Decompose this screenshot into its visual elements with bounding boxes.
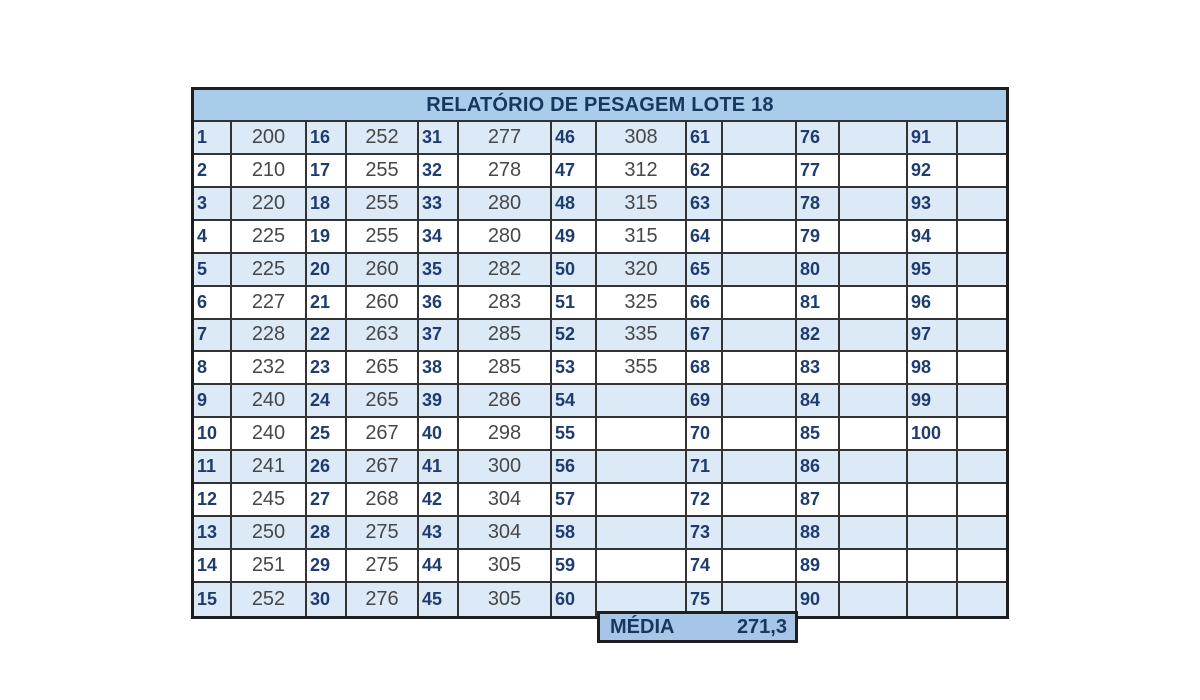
number-cell[interactable]: 83 bbox=[797, 352, 840, 385]
weighing-report-table bbox=[191, 87, 1009, 619]
weight-cell[interactable] bbox=[840, 221, 908, 254]
weight-cell[interactable]: 252 bbox=[347, 122, 419, 155]
number-cell[interactable]: 41 bbox=[419, 451, 459, 484]
number-cell[interactable]: 17 bbox=[307, 155, 347, 188]
weight-cell[interactable]: 283 bbox=[459, 287, 552, 320]
weight-cell[interactable]: 325 bbox=[597, 287, 687, 320]
number-cell[interactable]: 87 bbox=[797, 484, 840, 517]
report-title: RELATÓRIO DE PESAGEM LOTE 18 bbox=[194, 90, 1006, 122]
weight-cell[interactable] bbox=[958, 418, 1006, 451]
weight-cell[interactable]: 305 bbox=[459, 583, 552, 616]
weight-cell[interactable]: 260 bbox=[347, 254, 419, 287]
weight-cell[interactable]: 260 bbox=[347, 287, 419, 320]
weight-cell[interactable]: 255 bbox=[347, 221, 419, 254]
number-cell[interactable]: 40 bbox=[419, 418, 459, 451]
number-cell[interactable]: 84 bbox=[797, 385, 840, 418]
weight-cell[interactable] bbox=[958, 517, 1006, 550]
number-cell[interactable]: 66 bbox=[687, 287, 723, 320]
weight-cell[interactable] bbox=[597, 517, 687, 550]
weight-cell[interactable]: 335 bbox=[597, 320, 687, 353]
average-label: MÉDIA bbox=[610, 615, 675, 638]
weight-cell[interactable] bbox=[840, 352, 908, 385]
number-cell[interactable]: 74 bbox=[687, 550, 723, 583]
number-cell[interactable]: 9 bbox=[194, 385, 232, 418]
number-cell[interactable]: 80 bbox=[797, 254, 840, 287]
number-cell[interactable]: 68 bbox=[687, 352, 723, 385]
weight-cell[interactable]: 305 bbox=[459, 550, 552, 583]
number-cell[interactable]: 23 bbox=[307, 352, 347, 385]
number-cell[interactable] bbox=[908, 583, 958, 616]
number-cell[interactable]: 19 bbox=[307, 221, 347, 254]
number-cell[interactable]: 16 bbox=[307, 122, 347, 155]
number-cell[interactable]: 35 bbox=[419, 254, 459, 287]
weight-cell[interactable] bbox=[958, 122, 1006, 155]
number-cell[interactable]: 77 bbox=[797, 155, 840, 188]
weight-cell[interactable] bbox=[840, 418, 908, 451]
weight-cell[interactable]: 267 bbox=[347, 418, 419, 451]
weight-cell[interactable]: 280 bbox=[459, 221, 552, 254]
number-cell[interactable]: 20 bbox=[307, 254, 347, 287]
number-cell[interactable]: 94 bbox=[908, 221, 958, 254]
weight-cell[interactable]: 278 bbox=[459, 155, 552, 188]
number-cell[interactable]: 44 bbox=[419, 550, 459, 583]
weight-cell[interactable]: 315 bbox=[597, 221, 687, 254]
number-cell[interactable]: 48 bbox=[552, 188, 597, 221]
weight-cell[interactable]: 228 bbox=[232, 320, 307, 353]
number-cell[interactable]: 85 bbox=[797, 418, 840, 451]
weight-cell[interactable]: 255 bbox=[347, 188, 419, 221]
number-cell[interactable]: 24 bbox=[307, 385, 347, 418]
number-cell[interactable]: 97 bbox=[908, 320, 958, 353]
weight-cell[interactable] bbox=[840, 517, 908, 550]
number-cell[interactable]: 10 bbox=[194, 418, 232, 451]
weight-cell[interactable]: 263 bbox=[347, 320, 419, 353]
weight-cell[interactable] bbox=[723, 155, 797, 188]
weight-cell[interactable]: 275 bbox=[347, 550, 419, 583]
weight-cell[interactable]: 267 bbox=[347, 451, 419, 484]
weight-cell[interactable]: 240 bbox=[232, 418, 307, 451]
weight-cell[interactable] bbox=[597, 451, 687, 484]
number-cell[interactable]: 86 bbox=[797, 451, 840, 484]
number-cell[interactable]: 34 bbox=[419, 221, 459, 254]
weight-cell[interactable] bbox=[958, 188, 1006, 221]
number-cell[interactable]: 63 bbox=[687, 188, 723, 221]
weight-cell[interactable]: 285 bbox=[459, 320, 552, 353]
number-cell[interactable]: 30 bbox=[307, 583, 347, 616]
weight-cell[interactable] bbox=[958, 254, 1006, 287]
weight-cell[interactable] bbox=[840, 320, 908, 353]
number-cell[interactable]: 58 bbox=[552, 517, 597, 550]
weight-cell[interactable]: 265 bbox=[347, 352, 419, 385]
weight-cell[interactable]: 250 bbox=[232, 517, 307, 550]
number-cell[interactable]: 38 bbox=[419, 352, 459, 385]
weight-cell[interactable]: 304 bbox=[459, 517, 552, 550]
number-cell[interactable]: 3 bbox=[194, 188, 232, 221]
number-cell[interactable]: 15 bbox=[194, 583, 232, 616]
number-cell[interactable]: 69 bbox=[687, 385, 723, 418]
number-cell[interactable]: 39 bbox=[419, 385, 459, 418]
weight-cell[interactable]: 298 bbox=[459, 418, 552, 451]
weight-cell[interactable]: 300 bbox=[459, 451, 552, 484]
weight-cell[interactable] bbox=[958, 352, 1006, 385]
weight-cell[interactable] bbox=[958, 287, 1006, 320]
weight-cell[interactable]: 232 bbox=[232, 352, 307, 385]
number-cell[interactable]: 78 bbox=[797, 188, 840, 221]
weight-cell[interactable] bbox=[723, 517, 797, 550]
weight-cell[interactable] bbox=[840, 550, 908, 583]
weight-cell[interactable] bbox=[958, 583, 1006, 616]
weight-cell[interactable]: 312 bbox=[597, 155, 687, 188]
number-cell[interactable]: 25 bbox=[307, 418, 347, 451]
number-cell[interactable]: 67 bbox=[687, 320, 723, 353]
weight-cell[interactable] bbox=[597, 484, 687, 517]
weight-cell[interactable]: 252 bbox=[232, 583, 307, 616]
weight-cell[interactable] bbox=[723, 484, 797, 517]
number-cell[interactable]: 70 bbox=[687, 418, 723, 451]
number-cell[interactable]: 32 bbox=[419, 155, 459, 188]
number-cell[interactable]: 56 bbox=[552, 451, 597, 484]
weight-cell[interactable] bbox=[958, 320, 1006, 353]
number-cell[interactable]: 54 bbox=[552, 385, 597, 418]
weight-cell[interactable]: 245 bbox=[232, 484, 307, 517]
weight-cell[interactable] bbox=[840, 122, 908, 155]
weight-cell[interactable] bbox=[723, 287, 797, 320]
number-cell[interactable]: 53 bbox=[552, 352, 597, 385]
weight-cell[interactable]: 308 bbox=[597, 122, 687, 155]
number-cell[interactable]: 42 bbox=[419, 484, 459, 517]
number-cell[interactable]: 90 bbox=[797, 583, 840, 616]
number-cell[interactable]: 71 bbox=[687, 451, 723, 484]
weight-cell[interactable]: 276 bbox=[347, 583, 419, 616]
weight-cell[interactable]: 282 bbox=[459, 254, 552, 287]
number-cell[interactable]: 14 bbox=[194, 550, 232, 583]
number-cell[interactable]: 76 bbox=[797, 122, 840, 155]
number-cell[interactable]: 4 bbox=[194, 221, 232, 254]
number-cell[interactable]: 11 bbox=[194, 451, 232, 484]
weight-cell[interactable]: 285 bbox=[459, 352, 552, 385]
number-cell[interactable]: 51 bbox=[552, 287, 597, 320]
weight-cell[interactable] bbox=[840, 188, 908, 221]
weight-cell[interactable]: 251 bbox=[232, 550, 307, 583]
number-cell[interactable]: 46 bbox=[552, 122, 597, 155]
number-cell[interactable] bbox=[908, 550, 958, 583]
weight-cell[interactable] bbox=[597, 418, 687, 451]
weight-cell[interactable]: 241 bbox=[232, 451, 307, 484]
weight-cell[interactable] bbox=[723, 188, 797, 221]
number-cell[interactable]: 22 bbox=[307, 320, 347, 353]
number-cell[interactable]: 96 bbox=[908, 287, 958, 320]
number-cell[interactable]: 59 bbox=[552, 550, 597, 583]
weight-cell[interactable]: 225 bbox=[232, 221, 307, 254]
weight-cell[interactable]: 225 bbox=[232, 254, 307, 287]
number-cell[interactable]: 26 bbox=[307, 451, 347, 484]
number-cell[interactable]: 89 bbox=[797, 550, 840, 583]
number-cell[interactable]: 91 bbox=[908, 122, 958, 155]
weight-cell[interactable] bbox=[597, 385, 687, 418]
weights-grid bbox=[194, 122, 1006, 616]
weight-cell[interactable] bbox=[723, 320, 797, 353]
number-cell[interactable]: 62 bbox=[687, 155, 723, 188]
number-cell[interactable]: 49 bbox=[552, 221, 597, 254]
number-cell[interactable] bbox=[908, 451, 958, 484]
number-cell[interactable]: 28 bbox=[307, 517, 347, 550]
number-cell[interactable]: 61 bbox=[687, 122, 723, 155]
weight-cell[interactable]: 355 bbox=[597, 352, 687, 385]
number-cell[interactable]: 18 bbox=[307, 188, 347, 221]
number-cell[interactable]: 7 bbox=[194, 320, 232, 353]
number-cell[interactable]: 100 bbox=[908, 418, 958, 451]
weight-cell[interactable] bbox=[840, 583, 908, 616]
number-cell[interactable]: 64 bbox=[687, 221, 723, 254]
number-cell[interactable]: 60 bbox=[552, 583, 597, 616]
weight-cell[interactable]: 304 bbox=[459, 484, 552, 517]
number-cell[interactable]: 95 bbox=[908, 254, 958, 287]
weight-cell[interactable] bbox=[840, 254, 908, 287]
number-cell[interactable]: 2 bbox=[194, 155, 232, 188]
weight-cell[interactable] bbox=[958, 385, 1006, 418]
number-cell[interactable]: 79 bbox=[797, 221, 840, 254]
weight-cell[interactable] bbox=[840, 451, 908, 484]
number-cell[interactable]: 52 bbox=[552, 320, 597, 353]
weight-cell[interactable] bbox=[958, 155, 1006, 188]
weight-cell[interactable]: 240 bbox=[232, 385, 307, 418]
number-cell[interactable]: 88 bbox=[797, 517, 840, 550]
number-cell[interactable]: 93 bbox=[908, 188, 958, 221]
number-cell[interactable]: 81 bbox=[797, 287, 840, 320]
number-cell[interactable] bbox=[908, 517, 958, 550]
weight-cell[interactable]: 275 bbox=[347, 517, 419, 550]
number-cell[interactable]: 65 bbox=[687, 254, 723, 287]
number-cell[interactable]: 29 bbox=[307, 550, 347, 583]
weight-cell[interactable] bbox=[723, 122, 797, 155]
number-cell[interactable]: 92 bbox=[908, 155, 958, 188]
weight-cell[interactable] bbox=[958, 484, 1006, 517]
number-cell[interactable]: 5 bbox=[194, 254, 232, 287]
weight-cell[interactable]: 227 bbox=[232, 287, 307, 320]
average-value: 271,3 bbox=[736, 615, 787, 638]
weight-cell[interactable] bbox=[723, 418, 797, 451]
number-cell[interactable]: 21 bbox=[307, 287, 347, 320]
weight-cell[interactable]: 286 bbox=[459, 385, 552, 418]
weight-cell[interactable]: 315 bbox=[597, 188, 687, 221]
weight-cell[interactable]: 277 bbox=[459, 122, 552, 155]
average-row bbox=[597, 611, 798, 643]
number-cell[interactable]: 33 bbox=[419, 188, 459, 221]
number-cell[interactable]: 45 bbox=[419, 583, 459, 616]
weight-cell[interactable] bbox=[840, 484, 908, 517]
number-cell[interactable]: 57 bbox=[552, 484, 597, 517]
number-cell[interactable]: 37 bbox=[419, 320, 459, 353]
weight-cell[interactable]: 268 bbox=[347, 484, 419, 517]
weight-cell[interactable] bbox=[723, 385, 797, 418]
number-cell[interactable]: 72 bbox=[687, 484, 723, 517]
number-cell[interactable]: 82 bbox=[797, 320, 840, 353]
weight-cell[interactable] bbox=[958, 451, 1006, 484]
weight-cell[interactable] bbox=[840, 385, 908, 418]
weight-cell[interactable]: 280 bbox=[459, 188, 552, 221]
number-cell[interactable]: 27 bbox=[307, 484, 347, 517]
weight-cell[interactable]: 210 bbox=[232, 155, 307, 188]
number-cell[interactable]: 36 bbox=[419, 287, 459, 320]
number-cell[interactable]: 12 bbox=[194, 484, 232, 517]
weight-cell[interactable]: 255 bbox=[347, 155, 419, 188]
number-cell[interactable]: 55 bbox=[552, 418, 597, 451]
number-cell[interactable]: 13 bbox=[194, 517, 232, 550]
weight-cell[interactable]: 265 bbox=[347, 385, 419, 418]
weight-cell[interactable] bbox=[597, 550, 687, 583]
weight-cell[interactable] bbox=[723, 451, 797, 484]
number-cell[interactable] bbox=[908, 484, 958, 517]
weight-cell[interactable]: 320 bbox=[597, 254, 687, 287]
number-cell[interactable]: 98 bbox=[908, 352, 958, 385]
weight-cell[interactable] bbox=[958, 550, 1006, 583]
weight-cell[interactable] bbox=[723, 254, 797, 287]
weight-cell[interactable] bbox=[840, 155, 908, 188]
weight-cell[interactable]: 200 bbox=[232, 122, 307, 155]
weight-cell[interactable] bbox=[723, 352, 797, 385]
number-cell[interactable]: 50 bbox=[552, 254, 597, 287]
number-cell[interactable]: 43 bbox=[419, 517, 459, 550]
number-cell[interactable]: 6 bbox=[194, 287, 232, 320]
weight-cell[interactable]: 220 bbox=[232, 188, 307, 221]
number-cell[interactable]: 73 bbox=[687, 517, 723, 550]
weight-cell[interactable] bbox=[958, 221, 1006, 254]
number-cell[interactable]: 8 bbox=[194, 352, 232, 385]
number-cell[interactable]: 75 bbox=[687, 583, 723, 616]
number-cell[interactable]: 31 bbox=[419, 122, 459, 155]
weight-cell[interactable] bbox=[723, 221, 797, 254]
number-cell[interactable]: 99 bbox=[908, 385, 958, 418]
number-cell[interactable]: 1 bbox=[194, 122, 232, 155]
number-cell[interactable]: 47 bbox=[552, 155, 597, 188]
weight-cell[interactable] bbox=[723, 550, 797, 583]
weight-cell[interactable] bbox=[840, 287, 908, 320]
